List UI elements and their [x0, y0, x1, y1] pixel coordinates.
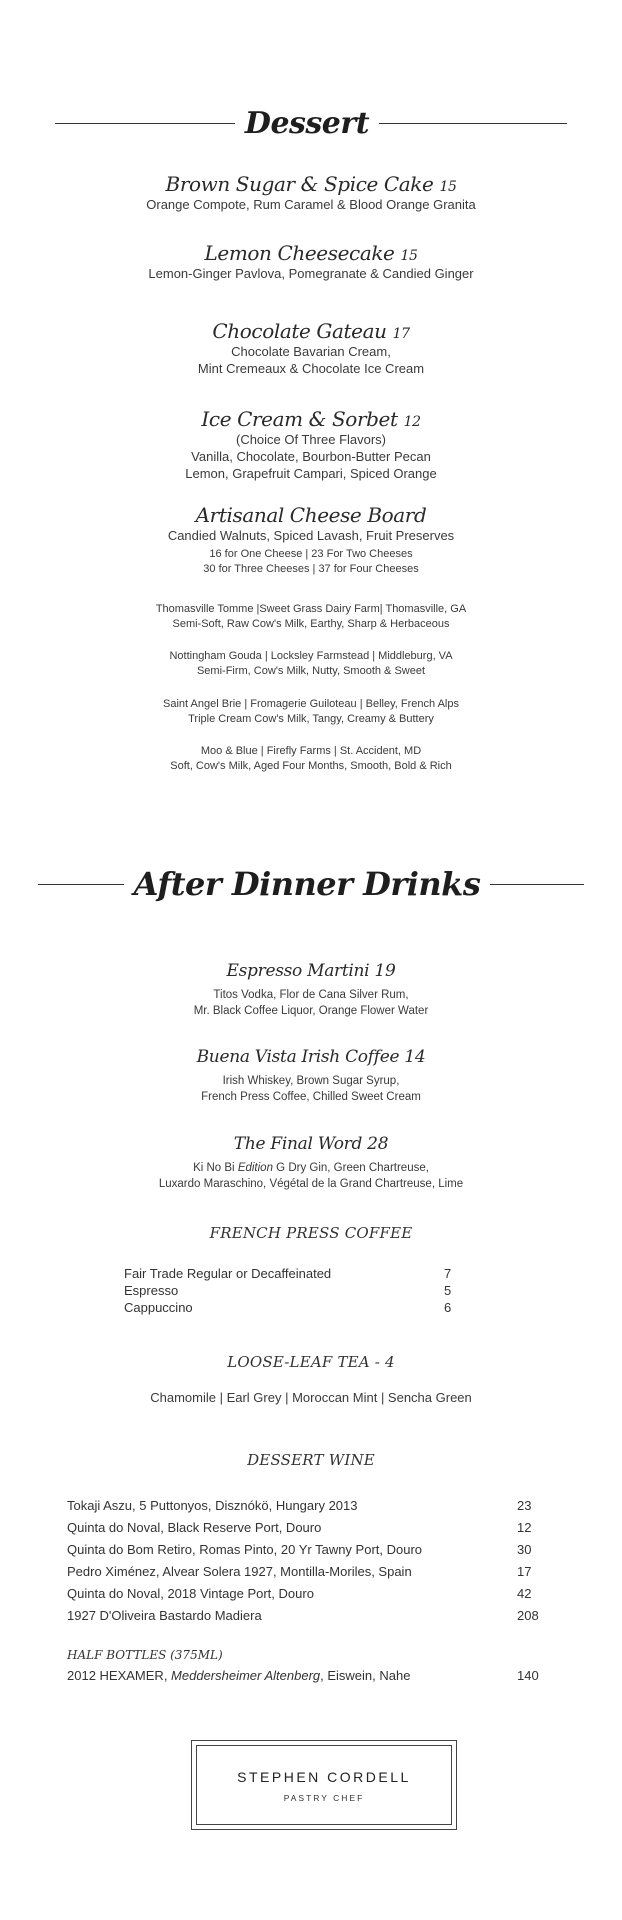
drink-description [0, 1160, 622, 1176]
coffee-heading: FRENCH PRESS COFFEE [209, 1224, 413, 1242]
dessert-heading [0, 106, 622, 141]
drink-name: Buena Vista Irish Coffee [196, 1047, 400, 1067]
drink-description: Mr. Black Coffee Liquor, Orange Flower Water [193, 1005, 429, 1017]
wine-price: 30 [517, 1542, 532, 1557]
wine-price: 208 [517, 1608, 539, 1623]
item-title [0, 407, 622, 431]
drink-price: 28 [367, 1134, 389, 1154]
wine-name-emphasis: Meddersheimer Altenberg [171, 1668, 321, 1683]
item-description: Orange Compote, Rum Caramel & Blood Orange Granita [146, 197, 476, 212]
coffee-name: Fair Trade Regular or Decaffeinated [124, 1266, 332, 1281]
drink-description: Irish Whiskey, Brown Sugar Syrup, [222, 1075, 400, 1087]
cheese-pricing: 16 for One Cheese | 23 For Two Cheeses [209, 548, 413, 560]
wine-name: Pedro Ximénez, Alvear Solera 1927, Montilla-Moriles, Spain [67, 1564, 412, 1579]
list-item [124, 1265, 484, 1282]
item-name: Chocolate Gateau [212, 319, 387, 343]
item-description: Vanilla, Chocolate, Bourbon-Butter Pecan [191, 449, 431, 464]
cheese-name: Moo & Blue | Firefly Farms | St. Accident, MD [200, 745, 422, 757]
menu-item [0, 172, 622, 213]
list-item [67, 1665, 547, 1687]
coffee-price: 5 [444, 1283, 452, 1298]
coffee-name: Espresso [124, 1283, 179, 1298]
list-item [67, 1495, 547, 1517]
cheese-name: Saint Angel Brie | Fromagerie Guiloteau | Belley, French Alps [163, 698, 459, 710]
menu-item [0, 407, 622, 482]
drink-name: Espresso Martini [226, 961, 370, 981]
coffee-list [124, 1265, 484, 1316]
list-item [67, 1539, 547, 1561]
drink-description-part: G Dry Gin, Green Chartreuse, [272, 1162, 429, 1174]
coffee-price: 6 [444, 1300, 452, 1315]
wine-price: 23 [517, 1498, 532, 1513]
item-description: Candied Walnuts, Spiced Lavash, Fruit Preserves [167, 528, 455, 543]
cheese-description: Semi-Soft, Raw Cow's Milk, Earthy, Sharp & Herbaceous [172, 617, 450, 630]
drink-item [0, 1047, 622, 1105]
item-price: 17 [392, 326, 410, 342]
drink-description-emphasis: Edition [237, 1162, 273, 1174]
drink-title [0, 961, 622, 981]
list-item [124, 1282, 484, 1299]
item-description: (Choice Of Three Flavors) [235, 432, 387, 447]
menu-item [0, 503, 622, 576]
chef-card [191, 1740, 457, 1830]
heading-rule-left [38, 884, 124, 885]
list-item [67, 1561, 547, 1583]
coffee-name: Cappuccino [124, 1300, 193, 1315]
item-title [0, 172, 622, 196]
tea-list: Chamomile | Earl Grey | Moroccan Mint | Sencha Green [150, 1390, 472, 1405]
item-name: Ice Cream & Sorbet [201, 407, 398, 431]
cheese-entry [0, 697, 622, 726]
after-dinner-heading [0, 865, 622, 903]
list-item [67, 1583, 547, 1605]
cheese-pricing: 30 for Three Cheeses | 37 for Four Cheeses [203, 562, 419, 575]
cheese-name: Thomasville Tomme |Sweet Grass Dairy Farm| Thomasville, GA [155, 603, 467, 615]
cheese-entry [0, 649, 622, 678]
cheese-entry [0, 744, 622, 773]
drink-description: Luxardo Maraschino, Végétal de la Grand Chartreuse, Lime [158, 1178, 464, 1190]
after-dinner-title: After Dinner Drinks [133, 865, 481, 903]
list-item [67, 1605, 547, 1627]
drink-description: Titos Vodka, Flor de Cana Silver Rum, [213, 989, 409, 1001]
wine-name: Quinta do Bom Retiro, Romas Pinto, 20 Yr Tawny Port, Douro [67, 1542, 423, 1557]
item-description: Mint Cremeaux & Chocolate Ice Cream [197, 361, 425, 376]
chef-role: PASTRY CHEF [283, 1793, 365, 1803]
item-title [0, 503, 622, 527]
item-title [0, 241, 622, 265]
cheese-name: Nottingham Gouda | Locksley Farmstead | Middleburg, VA [169, 650, 453, 662]
drink-title [0, 1134, 622, 1154]
item-name: Brown Sugar & Spice Cake [165, 172, 434, 196]
cheese-description: Triple Cream Cow's Milk, Tangy, Creamy & Buttery [188, 712, 434, 725]
wine-heading: DESSERT WINE [247, 1451, 375, 1469]
item-description: Chocolate Bavarian Cream, [231, 344, 391, 359]
wine-name [67, 1665, 517, 1687]
wine-name: Quinta do Noval, Black Reserve Port, Douro [67, 1520, 322, 1535]
item-price: 12 [403, 414, 421, 430]
half-bottles-heading: HALF BOTTLES (375ML) [67, 1648, 223, 1662]
heading-rule-right [490, 884, 584, 885]
drink-price: 14 [404, 1047, 426, 1067]
item-name: Lemon Cheesecake [204, 241, 395, 265]
heading-rule-right [379, 123, 567, 124]
wine-price: 140 [517, 1668, 539, 1683]
chef-name: STEPHEN CORDELL [237, 1769, 411, 1785]
item-price: 15 [439, 179, 457, 195]
item-description: Lemon-Ginger Pavlova, Pomegranate & Candied Ginger [148, 266, 474, 281]
wine-price: 42 [517, 1586, 532, 1601]
item-description: Lemon, Grapefruit Campari, Spiced Orange [185, 466, 437, 481]
heading-rule-left [55, 123, 235, 124]
wine-name: Quinta do Noval, 2018 Vintage Port, Douro [67, 1586, 314, 1601]
drink-price: 19 [374, 961, 396, 981]
menu-item [0, 319, 622, 377]
list-item [124, 1299, 484, 1316]
wine-name: Tokaji Aszu, 5 Puttonyos, Disznókö, Hungary 2013 [67, 1498, 358, 1513]
wine-list [67, 1495, 547, 1687]
item-title [0, 319, 622, 343]
wine-name-part: , Eiswein, Nahe [320, 1668, 411, 1683]
item-price: 15 [400, 248, 418, 264]
item-name: Artisanal Cheese Board [195, 503, 427, 527]
coffee-price: 7 [444, 1266, 452, 1281]
drink-name: The Final Word [233, 1134, 363, 1154]
wine-name: 1927 D'Oliveira Bastardo Madiera [67, 1608, 262, 1623]
cheese-description: Soft, Cow's Milk, Aged Four Months, Smooth, Bold & Rich [170, 759, 452, 772]
drink-description: French Press Coffee, Chilled Sweet Cream [201, 1091, 421, 1103]
cheese-description: Semi-Firm, Cow's Milk, Nutty, Smooth & Sweet [196, 664, 426, 677]
drink-title [0, 1047, 622, 1067]
list-item [67, 1517, 547, 1539]
drink-item [0, 961, 622, 1019]
wine-price: 12 [517, 1520, 532, 1535]
wine-price: 17 [517, 1564, 532, 1579]
tea-heading: LOOSE-LEAF TEA - 4 [227, 1353, 395, 1371]
dessert-title: Dessert [244, 106, 370, 141]
wine-name-part: 2012 HEXAMER, [67, 1668, 172, 1683]
menu-item [0, 241, 622, 282]
cheese-entry [0, 602, 622, 631]
drink-description-part: Ki No Bi [193, 1162, 238, 1174]
drink-item [0, 1134, 622, 1192]
